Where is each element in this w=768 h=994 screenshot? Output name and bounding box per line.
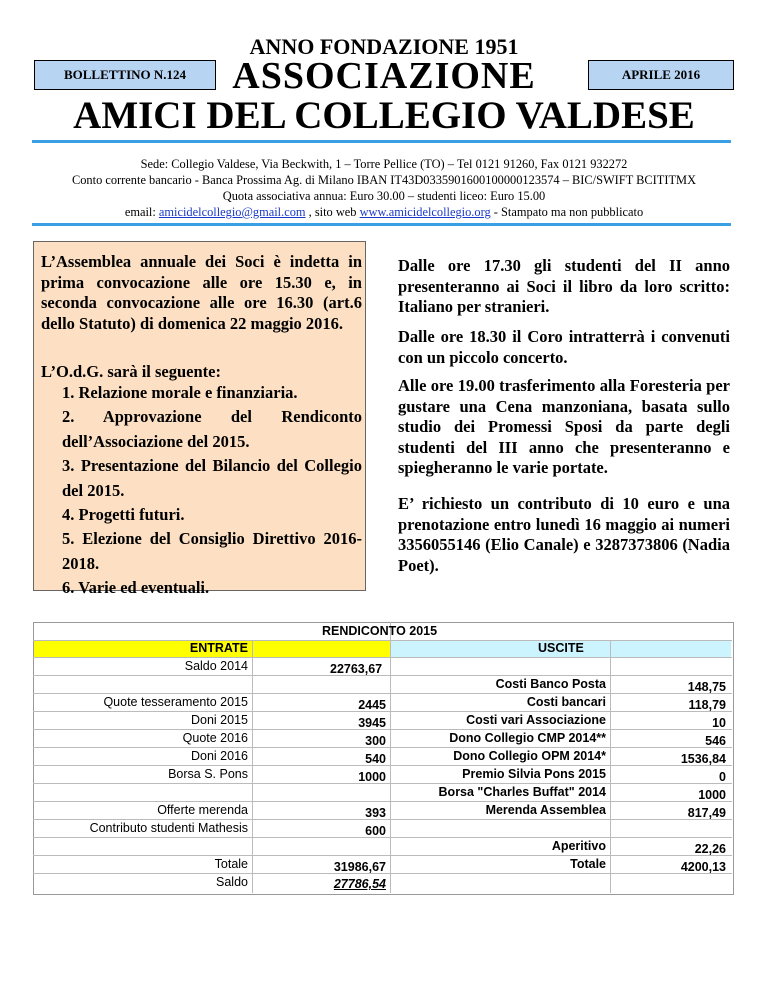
- col-line: [252, 640, 253, 893]
- website-link[interactable]: www.amicidelcollegio.org: [359, 205, 491, 219]
- row-line: [33, 675, 732, 676]
- uscite-label: Costi Banco Posta: [495, 677, 606, 691]
- agenda-item: 6. Varie ed eventuali.: [62, 578, 210, 597]
- entrate-value: 393: [365, 806, 386, 820]
- program-students: Dalle ore 17.30 gli studenti del II anno presenteranno ai Soci il libro da loro scritto: Italiano per stranieri.: [398, 256, 730, 316]
- assembly-intro: L’Assemblea annuale dei Soci è indetta in prima convocazione alle ore 15.30 e, in seconda convocazione alle ore 16.30 (art.6 dello Statuto) di domenica 22 maggio 2016.: [41, 252, 362, 333]
- info-contacts: [0, 204, 768, 220]
- entrate-value: 600: [365, 824, 386, 838]
- program-choir: Dalle ore 18.30 il Coro intratterrà i convenuti con un piccolo concerto.: [398, 327, 730, 367]
- uscite-value: 118,79: [688, 698, 726, 712]
- uscite-value: 817,49: [687, 806, 726, 820]
- program-dinner: Alle ore 19.00 trasferimento alla Foresteria per gustare una Cena manzoniana, basata sullo studio dei Promessi Sposi da parte degli studenti del III anno che presenteranno e spiegheranno le varie portate.: [398, 376, 730, 477]
- entrate-label: Quote 2016: [182, 731, 248, 745]
- entrate-totale-label: Totale: [214, 857, 248, 871]
- entrate-label: Quote tesseramento 2015: [103, 695, 248, 709]
- uscite-label: Dono Collegio CMP 2014**: [449, 731, 606, 745]
- entrate-header-bg-2: [252, 640, 390, 657]
- info-bank: Conto corrente bancario - Banca Prossima Ag. di Milano IBAN IT43D0335901600100000123574 – BIC/SWIFT BCITITMX: [71, 173, 697, 187]
- uscite-label: Aperitivo: [551, 839, 606, 853]
- entrate-value: 2445: [358, 698, 386, 712]
- saldo-final-label: Saldo: [216, 875, 248, 889]
- entrate-label: Contributo studenti Mathesis: [89, 821, 248, 835]
- col-line: [610, 640, 611, 893]
- info-sede: Sede: Collegio Valdese, Via Beckwith, 1 – Torre Pellice (TO) – Tel 0121 91260, Fax 0121 932272: [140, 157, 628, 171]
- uscite-totale-value: 4200,13: [680, 860, 726, 874]
- saldo-2014-label: Saldo 2014: [184, 659, 248, 673]
- agenda-item: 2. Approvazione del Rendiconto dell’Associazione del 2015.: [62, 407, 362, 451]
- uscite-label: Premio Silvia Pons 2015: [462, 767, 606, 781]
- entrate-label: Doni 2015: [191, 713, 248, 727]
- email-prefix: email:: [124, 205, 159, 219]
- entrate-label: Offerte merenda: [157, 803, 248, 817]
- uscite-header: USCITE: [538, 641, 584, 655]
- saldo-2014-value: 22763,67: [330, 662, 383, 676]
- table-title: RENDICONTO 2015: [322, 624, 438, 638]
- agenda-item: 3. Presentazione del Bilancio del Collegio del 2015.: [62, 456, 362, 500]
- print-note: - Stampato ma non pubblicato: [490, 205, 644, 219]
- title-amici: AMICI DEL COLLEGIO VALDESE: [73, 94, 695, 137]
- title-association: ASSOCIAZIONE: [232, 55, 536, 97]
- header-rule-top: [32, 140, 731, 143]
- foundation-year: ANNO FONDAZIONE 1951: [249, 34, 519, 59]
- header-rule-bottom: [32, 223, 731, 226]
- row-line: [33, 657, 732, 658]
- entrate-value: 3945: [358, 716, 386, 730]
- entrate-value: 540: [365, 752, 386, 766]
- agenda-item: 1. Relazione morale e finanziaria.: [62, 383, 298, 402]
- email-link[interactable]: amicidelcollegio@gmail.com: [158, 205, 306, 219]
- entrate-header: ENTRATE: [189, 641, 248, 655]
- entrate-totale-value: 31986,67: [333, 860, 386, 874]
- uscite-label: Costi vari Associazione: [466, 713, 606, 727]
- agenda-item: 5. Elezione del Consiglio Direttivo 2016-2018.: [62, 529, 362, 573]
- uscite-value: 1536,84: [680, 752, 726, 766]
- uscite-label: Dono Collegio OPM 2014*: [453, 749, 606, 763]
- saldo-final-value: 27786,54: [333, 877, 386, 891]
- entrate-label: Borsa S. Pons: [168, 767, 248, 781]
- uscite-value: 0: [719, 770, 726, 784]
- uscite-value: 546: [705, 734, 726, 748]
- entrate-value: 1000: [358, 770, 386, 784]
- date-badge: APRILE 2016: [588, 60, 734, 90]
- uscite-value: 148,75: [687, 680, 726, 694]
- uscite-totale-label: Totale: [570, 857, 606, 871]
- entrate-value: 300: [365, 734, 386, 748]
- info-quota: Quota associativa annua: Euro 30.00 – studenti liceo: Euro 15.00: [222, 189, 546, 203]
- uscite-label: Borsa "Charles Buffat" 2014: [438, 785, 606, 799]
- uscite-value: 1000: [698, 788, 726, 802]
- agenda-title: L’O.d.G. sarà il seguente:: [41, 362, 221, 381]
- agenda-item: 4. Progetti futuri.: [62, 505, 185, 524]
- program-contribution: E’ richiesto un contributo di 10 euro e una prenotazione entro lunedì 16 maggio ai numeri 3356055146 (Elio Canale) e 3287373806 (Nadia Poet).: [398, 494, 730, 575]
- uscite-label: Merenda Assemblea: [485, 803, 606, 817]
- col-line: [390, 622, 391, 893]
- web-prefix: , sito web: [305, 205, 360, 219]
- bulletin-badge: BOLLETTINO N.124: [34, 60, 216, 90]
- uscite-value: 22,26: [694, 842, 726, 856]
- uscite-label: Costi bancari: [526, 695, 606, 709]
- entrate-label: Doni 2016: [191, 749, 248, 763]
- uscite-value: 10: [712, 716, 726, 730]
